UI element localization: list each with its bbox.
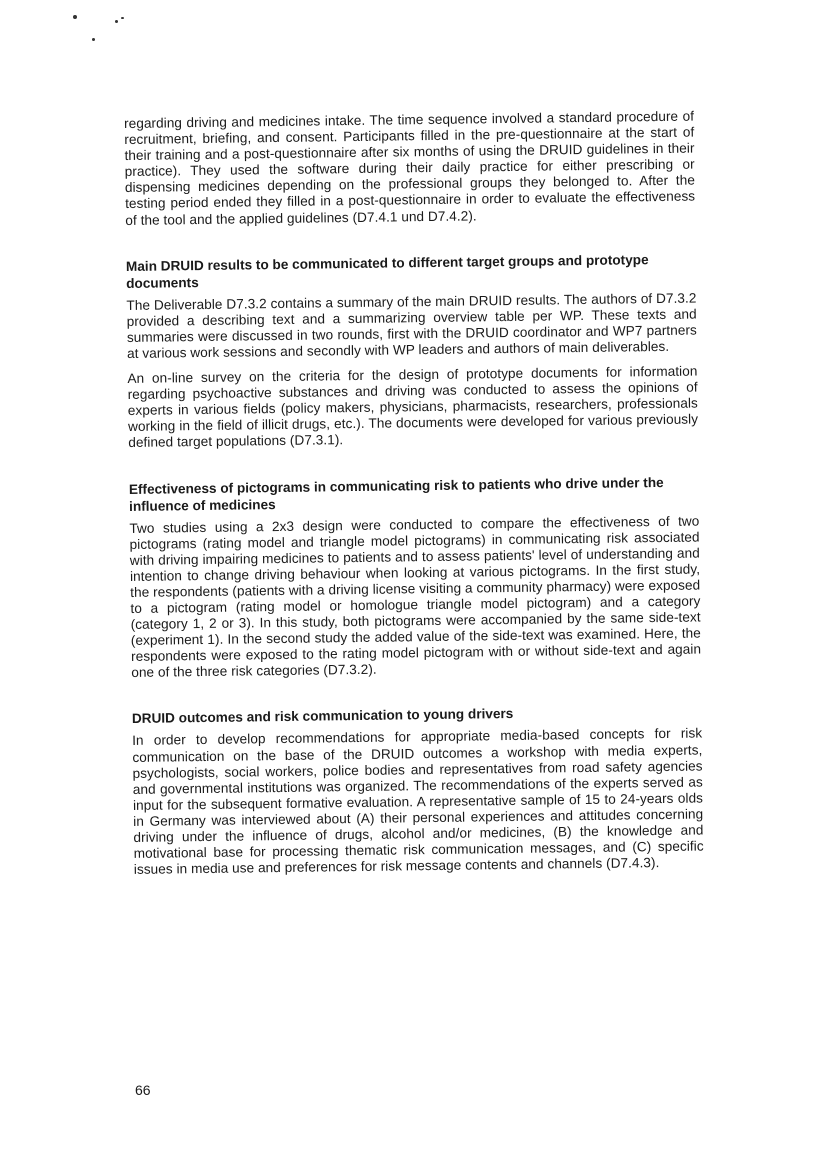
- main-results-paragraph-2: An on-line survey on the criteria for the design of prototype documents for information regarding psychoactive substances and driving was conducted to assess the opinions of experts in various fields (policy makers, physicians, pharmacists, researchers, professionals working in the field of illicit drugs, etc.). The documents were developed for various previously defined target populations (D7.3.1).: [127, 363, 699, 451]
- pictograms-paragraph: Two studies using a 2x3 design were conducted to compare the effectiveness of two pictograms (rating model and triangle model pictograms) in communicating risk associated with driving impairing medicines to patients and to assess patients' level of understanding and intention to change driving behaviour when looking at various pictograms. In the first study, the respondents (patients with a driving license visiting a community pharmacy) were exposed to a pictogram (rating model or homologue triangle model pictogram) and a category (category 1, 2 or 3). In this study, both pictograms were accompanied by the same side-text (experiment 1). In the second study the added value of the side-text was examined. Here, the respondents were exposed to the rating model pictogram with or without side-text and again one of the three risk categories (D7.3.2).: [129, 513, 702, 681]
- intro-paragraph: regarding driving and medicines intake. The time sequence involved a standard procedure of recruitment, briefing, and consent. Participants filled in the pre-questionnaire at the start of their training and a post-questionnaire after six months of using the DRUID guidelines in their practice). They used the software during their daily practice for either prescribing or dispensing medicines depending on the professional groups they belonged to. After the testing period ended they filled in a post-questionnaire in order to evaluate the effectiveness of the tool and the applied guidelines (D7.4.1 und D7.4.2).: [124, 108, 696, 228]
- main-results-paragraph-1: The Deliverable D7.3.2 contains a summary of the main DRUID results. The authors of D7.3.2 provided a describing text and a summarizing overview table per WP. These texts and summaries were discussed in two rounds, first with the DRUID coordinator and WP7 partners at various work sessions and secondly with WP leaders and authors of main deliverables.: [126, 290, 697, 361]
- scan-speck: [92, 38, 95, 41]
- page-number: 66: [135, 1082, 151, 1098]
- section-heading-main-results: Main DRUID results to be communicated to different target groups and prototype documents: [125, 251, 649, 291]
- scan-speck: [73, 15, 77, 19]
- document-body: [124, 109, 704, 879]
- scan-speck: [115, 20, 118, 23]
- section-heading-young-drivers: DRUID outcomes and risk communication to young drivers: [131, 706, 514, 727]
- section-heading-pictograms: Effectiveness of pictograms in communicating risk to patients who drive under the influence of medicines: [128, 474, 664, 514]
- young-drivers-paragraph: In order to develop recommendations for appropriate media-based concepts for risk communication on the base of the DRUID outcomes a workshop with media experts, psychologists, social workers, police bodies and representatives from road safety agencies and governmental institutions was organized. The recommendations of the experts served as input for the subsequent formative evaluation. A representative sample of 15 to 24-years olds in Germany was interviewed about (A) their personal experiences and attitudes concerning driving under the influence of drugs, alcohol and/or medicines, (B) the knowledge and motivational base for processing thematic risk communication messages, and (C) specific issues in media use and preferences for risk message contents and channels (D7.4.3).: [132, 725, 704, 878]
- scan-speck: [121, 17, 124, 19]
